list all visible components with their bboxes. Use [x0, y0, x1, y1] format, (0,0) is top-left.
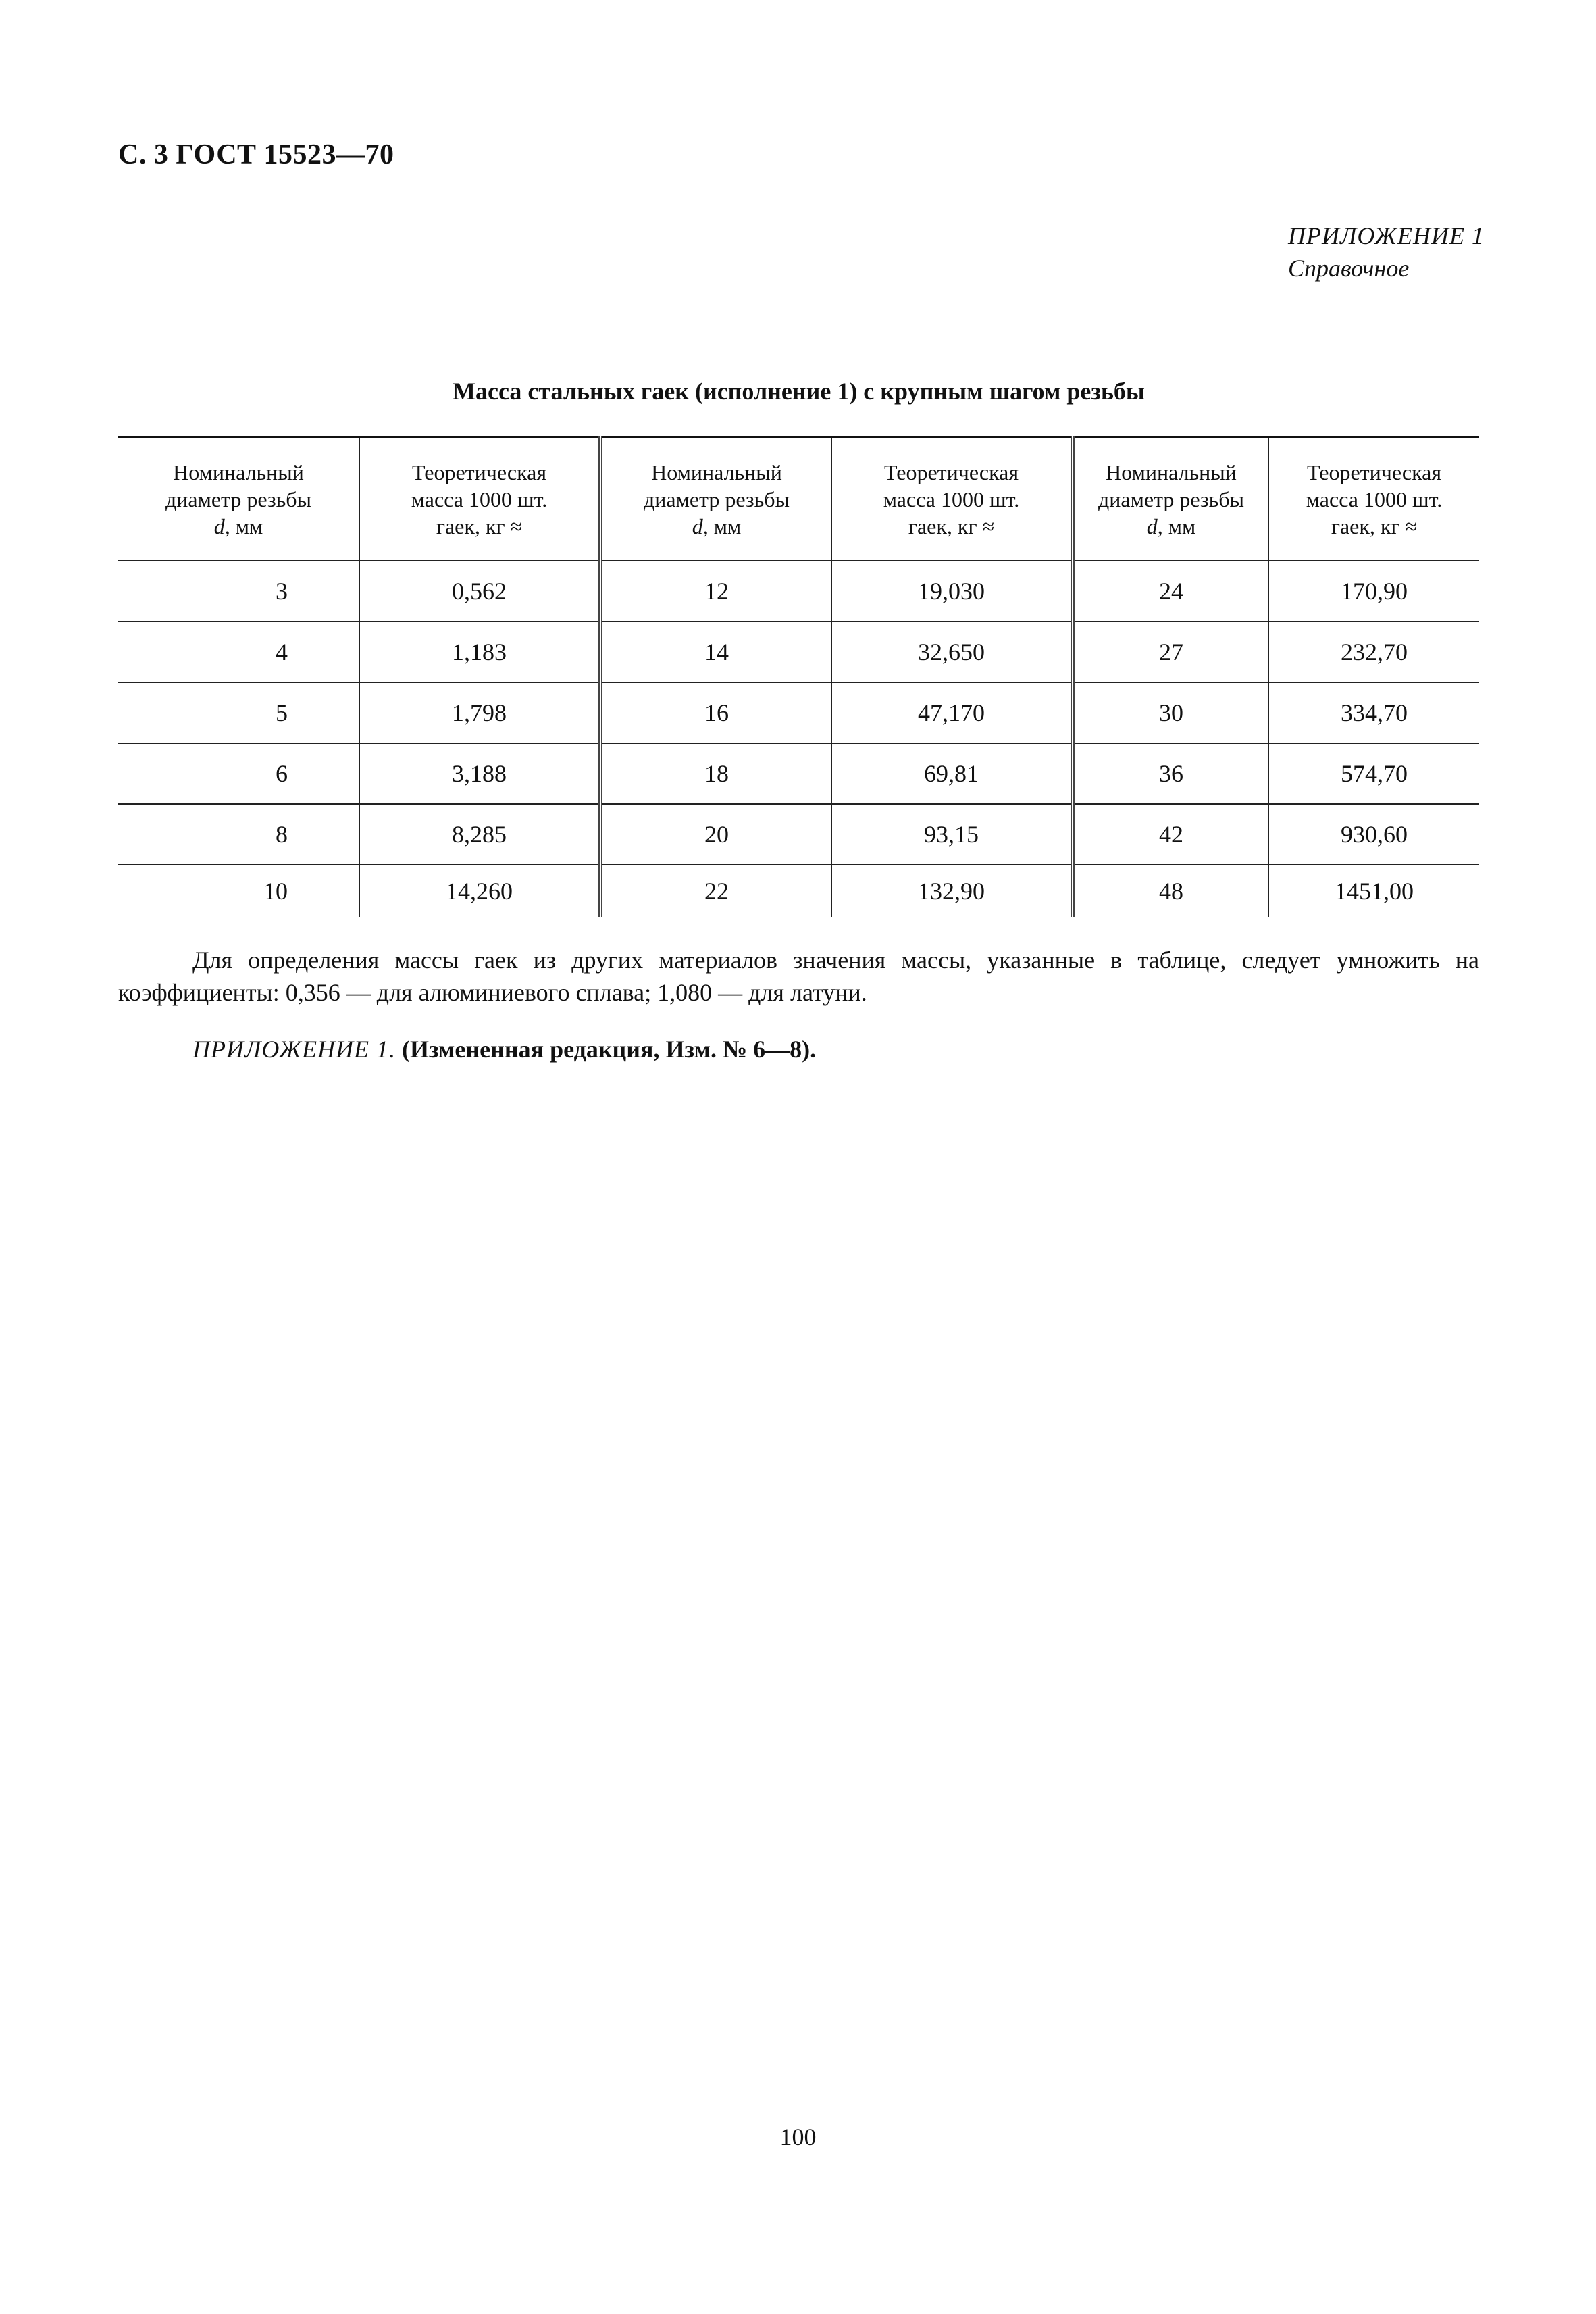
table-cell: 22 — [600, 865, 831, 917]
header-mass: Теоретическая масса 1000 шт. гаек, кг ≈ — [831, 437, 1073, 561]
table-cell: 574,70 — [1268, 743, 1479, 804]
table-title: Масса стальных гаек (исполнение 1) с крупным шагом резьбы — [453, 378, 1145, 405]
table-cell: 12 — [600, 561, 831, 622]
header-diameter: Номинальный диаметр резьбы d, мм — [600, 437, 831, 561]
table-cell: 5 — [118, 682, 359, 743]
table-cell: 170,90 — [1268, 561, 1479, 622]
table-cell: 32,650 — [831, 622, 1073, 682]
table-cell: 18 — [600, 743, 831, 804]
table-cell: 0,562 — [359, 561, 600, 622]
table-row — [118, 561, 1479, 622]
appendix-block — [1288, 220, 1485, 284]
table-cell: 19,030 — [831, 561, 1073, 622]
page-header: С. 3 ГОСТ 15523—70 — [118, 139, 394, 170]
table-cell: 48 — [1073, 865, 1268, 917]
amendment-ref: ПРИЛОЖЕНИЕ 1. — [192, 1036, 396, 1063]
table-row — [118, 804, 1479, 865]
table-cell: 14 — [600, 622, 831, 682]
table-cell: 14,260 — [359, 865, 600, 917]
table-cell: 42 — [1073, 804, 1268, 865]
table-cell: 8 — [118, 804, 359, 865]
table-row — [118, 865, 1479, 917]
table-cell: 4 — [118, 622, 359, 682]
table-row — [118, 622, 1479, 682]
table-cell: 93,15 — [831, 804, 1073, 865]
table-cell: 20 — [600, 804, 831, 865]
table-cell: 16 — [600, 682, 831, 743]
table-cell: 1,183 — [359, 622, 600, 682]
table-cell: 69,81 — [831, 743, 1073, 804]
table-cell: 334,70 — [1268, 682, 1479, 743]
table-row — [118, 682, 1479, 743]
table-header-row — [118, 437, 1479, 561]
header-mass: Теоретическая масса 1000 шт. гаек, кг ≈ — [1268, 437, 1479, 561]
amendment-note — [192, 1035, 816, 1063]
table-row — [118, 743, 1479, 804]
header-diameter: Номинальный диаметр резьбы d, мм — [1073, 437, 1268, 561]
table-cell: 3,188 — [359, 743, 600, 804]
table-cell: 36 — [1073, 743, 1268, 804]
table-cell: 24 — [1073, 561, 1268, 622]
table-cell: 930,60 — [1268, 804, 1479, 865]
table-cell: 3 — [118, 561, 359, 622]
table-cell: 10 — [263, 878, 288, 905]
table-cell: 47,170 — [831, 682, 1073, 743]
nut-mass-table — [118, 436, 1479, 917]
table-cell: 132,90 — [831, 865, 1073, 917]
amendment-text: (Измененная редакция, Изм. № 6—8). — [401, 1036, 817, 1063]
header-mass: Теоретическая масса 1000 шт. гаек, кг ≈ — [359, 437, 600, 561]
table-cell: 30 — [1073, 682, 1268, 743]
appendix-label: ПРИЛОЖЕНИЕ 1 — [1288, 222, 1485, 249]
table-cell: 232,70 — [1268, 622, 1479, 682]
appendix-type: Справочное — [1288, 255, 1410, 282]
table-cell: 6 — [118, 743, 359, 804]
table-cell: 27 — [1073, 622, 1268, 682]
material-coefficient-note: Для определения массы гаек из других материалов значения массы, указанные в таблице, следует умножить на коэффициенты: 0,356 — для алюминиевого сплава; 1,080 — для латуни. — [118, 947, 1479, 1006]
header-diameter: Номинальный диаметр резьбы d, мм — [118, 437, 359, 561]
table-cell: 1,798 — [359, 682, 600, 743]
page-number: 100 — [779, 2123, 817, 2150]
table-cell: 8,285 — [359, 804, 600, 865]
table-cell: 1451,00 — [1268, 865, 1479, 917]
